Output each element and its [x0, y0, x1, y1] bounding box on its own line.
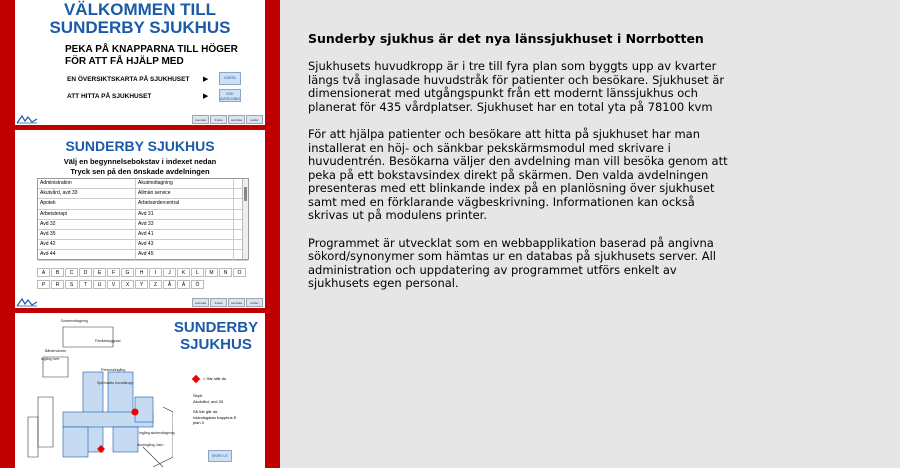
letter-button[interactable]: I: [149, 268, 162, 277]
letter-index-row2: [37, 280, 205, 289]
language-button[interactable]: samiska: [228, 115, 245, 124]
index-screenshot: [15, 130, 265, 308]
letter-button[interactable]: S: [65, 280, 78, 289]
map-label: Sjukhusets huvudkropp: [97, 381, 134, 385]
left-sidebar: [0, 0, 280, 468]
letter-button[interactable]: Ö: [191, 280, 204, 289]
letter-button[interactable]: Y: [135, 280, 148, 289]
list-item[interactable]: Apotek: [38, 199, 136, 208]
article: [308, 0, 738, 305]
letter-button[interactable]: K: [177, 268, 190, 277]
map-label: Personalingång: [101, 368, 126, 372]
welcome-title-line2: SUNDERBY SJUKHUS: [49, 18, 231, 37]
letter-button[interactable]: U: [93, 280, 106, 289]
article-paragraph-3: Programmet är utvecklat som en webbapplikation baserad på angivna sökord/synonymer som hämtas ur en databas på sjukhusets server. All administration och uppdatering av programmet utförs enkelt av sjukhusets egen personal.: [308, 235, 716, 290]
table-row[interactable]: [38, 199, 248, 209]
letter-button[interactable]: G: [121, 268, 134, 277]
list-item[interactable]: Akutmottagning: [136, 179, 234, 188]
table-row[interactable]: [38, 240, 248, 250]
letter-index-row1: [37, 268, 247, 277]
map-label: Sodermottagning: [61, 319, 88, 323]
map-label: Ingång akutmottagning: [139, 431, 175, 435]
table-row[interactable]: [38, 220, 248, 230]
list-item[interactable]: Avd 45: [136, 250, 234, 259]
index-instruction-line1: Välj en begynnelsebokstav i indexet nedan: [63, 157, 217, 166]
letter-button[interactable]: Z: [149, 280, 162, 289]
letter-button[interactable]: R: [51, 280, 64, 289]
language-buttons: [192, 298, 263, 307]
list-scrollbar[interactable]: [242, 179, 248, 259]
welcome-option2-label: ATT HITTA PÅ SJUKHUSET: [67, 93, 152, 100]
welcome-option1-label: EN ÖVERSIKTSKARTA PÅ SJUKHUSET: [67, 76, 190, 83]
search-department-button[interactable]: SÖK AVDELNING: [219, 89, 241, 102]
letter-button[interactable]: T: [79, 280, 92, 289]
list-item[interactable]: Avd 32: [38, 220, 136, 229]
welcome-screenshot: [15, 0, 265, 125]
letter-button[interactable]: Å: [163, 280, 176, 289]
article-heading: Sunderby sjukhus är det nya länssjukhuset i Norrbotten: [308, 31, 704, 46]
list-item[interactable]: Allmän service: [136, 189, 234, 198]
department-list: [37, 178, 249, 260]
table-row[interactable]: [38, 179, 248, 189]
letter-button[interactable]: X: [121, 280, 134, 289]
list-item[interactable]: Avd 41: [136, 230, 234, 239]
list-item[interactable]: Avd 44: [38, 250, 136, 259]
index-title: SUNDERBY SJUKHUS: [65, 138, 215, 154]
list-item[interactable]: Arbetsterapi: [38, 210, 136, 219]
print-button[interactable]: SKRIV UT: [208, 450, 232, 462]
location-heading: Skylt:: [193, 393, 203, 398]
list-item[interactable]: Avd 42: [38, 240, 136, 249]
letter-button[interactable]: O: [233, 268, 246, 277]
letter-button[interactable]: M: [205, 268, 218, 277]
letter-button[interactable]: L: [191, 268, 204, 277]
letter-button[interactable]: F: [107, 268, 120, 277]
route-heading: Så här går du:: [193, 409, 219, 414]
letter-button[interactable]: V: [107, 280, 120, 289]
table-row[interactable]: [38, 230, 248, 240]
list-item[interactable]: Arbetsordercentral: [136, 199, 234, 208]
language-button[interactable]: finska: [210, 298, 227, 307]
letter-button[interactable]: E: [93, 268, 106, 277]
letter-button[interactable]: B: [51, 268, 64, 277]
map-label: Bårdervärden: [45, 349, 67, 353]
map-title-line1: SUNDERBY: [173, 319, 259, 336]
list-item[interactable]: Akutvård, avd 33: [38, 189, 136, 198]
table-row[interactable]: [38, 210, 248, 220]
scroll-thumb[interactable]: [244, 187, 247, 201]
language-button[interactable]: arabic: [246, 298, 263, 307]
arrow-right-icon: ▶: [203, 92, 209, 100]
table-row[interactable]: [38, 250, 248, 260]
letter-button[interactable]: N: [219, 268, 232, 277]
letter-button[interactable]: C: [65, 268, 78, 277]
map-button[interactable]: KARTA: [219, 72, 241, 85]
language-button[interactable]: svenska: [192, 298, 209, 307]
route-value: Inlandsgatan trapphus E plan 3: [193, 415, 237, 425]
hospital-logo-icon: [16, 297, 38, 307]
list-item[interactable]: Administration: [38, 179, 136, 188]
letter-button[interactable]: P: [37, 280, 50, 289]
language-button[interactable]: svenska: [192, 115, 209, 124]
letter-button[interactable]: J: [163, 268, 176, 277]
letter-button[interactable]: Ä: [177, 280, 190, 289]
map-screenshot: [15, 313, 265, 468]
article-paragraph-2: För att hjälpa patienter och besökare att hitta på sjukhuset har man installerat en höj- och sänkbar pekskärmsmodul med skrivare i huvudentrén. Besökarna väljer den avdelning man vill besöka genom att peka på ett bokstavsindex direkt på skärmen. Den valda avdelningen presenteras med ett blinkande index på en planlösning över sjukhuset samt med en förklarande vägbeskrivning. Informationen kan också skrivas ut på modulens printer.: [308, 127, 728, 222]
map-title: [170, 319, 262, 353]
legend-marker-icon: [192, 375, 200, 383]
letter-button[interactable]: D: [79, 268, 92, 277]
list-item[interactable]: Avd 43: [136, 240, 234, 249]
arrow-right-icon: ▶: [203, 75, 209, 83]
list-item[interactable]: Avd 31: [136, 210, 234, 219]
language-button[interactable]: arabic: [246, 115, 263, 124]
article-paragraph-1: Sjukhusets huvudkropp är i tre till fyra plan som byggts upp av kvarter längs två inglasade huvudstråk för patienter och besökare. Sjukhuset är dimensionerat med utgångspunkt från ett modernt länssjukhus och planerat för 435 vårdplatser. Sjukhuset har en total yta på 78100 kvm: [308, 59, 725, 114]
table-row[interactable]: [38, 189, 248, 199]
map-label: Förrådsbyggnad: [95, 339, 121, 343]
hospital-logo-icon: [16, 114, 38, 124]
location-value: Akutvård, avd 33: [193, 399, 224, 404]
welcome-title-line1: VÄLKOMMEN TILL: [63, 0, 217, 19]
list-item[interactable]: Avd 35: [38, 230, 136, 239]
map-label: Akutingång, barn: [137, 443, 164, 447]
you-are-here-marker: [132, 409, 139, 416]
list-item[interactable]: Avd 33: [136, 220, 234, 229]
welcome-subtitle-line2: FÖR ATT FÅ HJÄLP MED: [65, 56, 184, 67]
welcome-subtitle-line1: PEKA PÅ KNAPPARNA TILL HÖGER: [65, 44, 238, 55]
legend-text: = Här står du: [203, 376, 227, 381]
index-instruction-line2: Tryck sen på den önskade avdelningen: [70, 167, 210, 176]
language-button[interactable]: finska: [210, 115, 227, 124]
language-buttons: [192, 115, 263, 124]
map-label: Ingång övre: [41, 357, 60, 361]
letter-button[interactable]: H: [135, 268, 148, 277]
letter-button[interactable]: A: [37, 268, 50, 277]
map-title-line2: SJUKHUS: [180, 336, 252, 353]
language-button[interactable]: samiska: [228, 298, 245, 307]
